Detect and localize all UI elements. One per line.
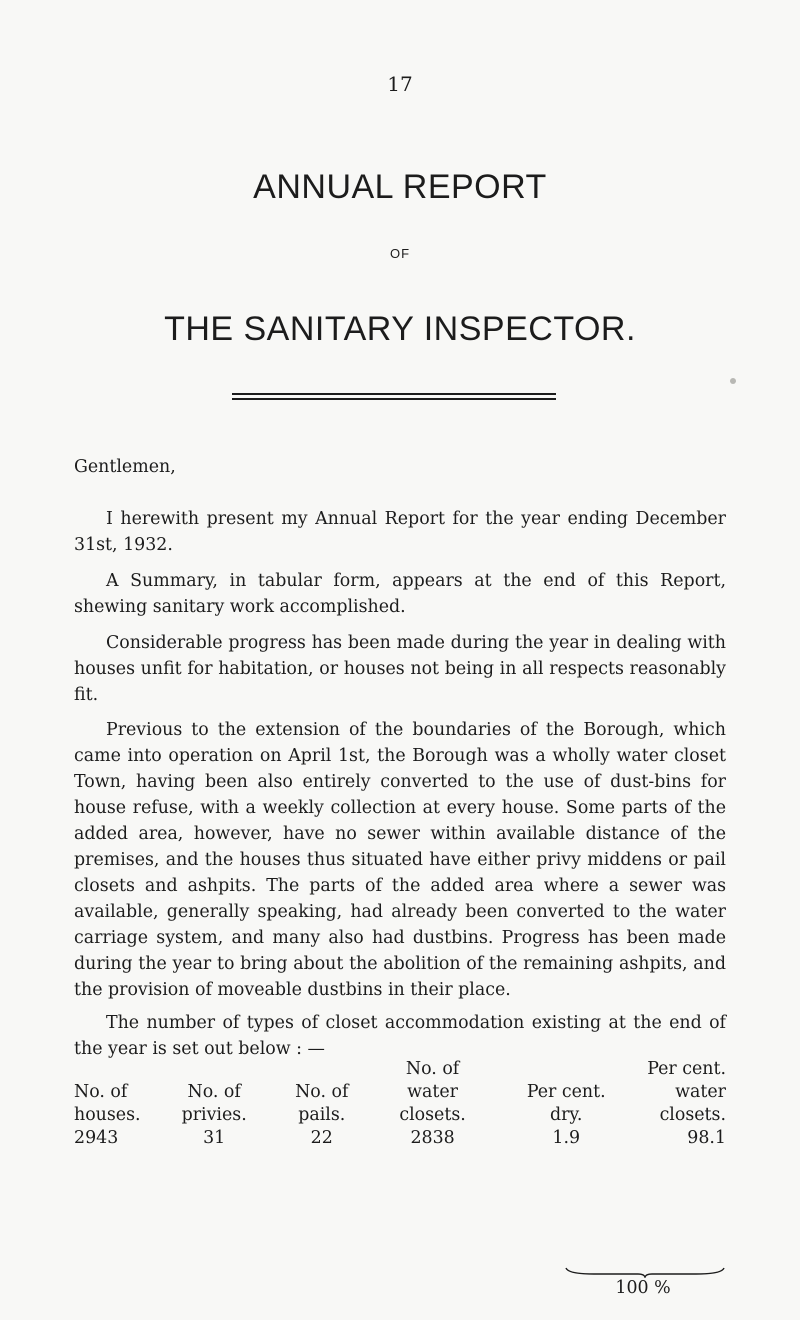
houses-count: 2943: [74, 1128, 119, 1148]
report-title: ANNUAL REPORT: [253, 168, 547, 206]
table-header-cell: No. of: [405, 1059, 460, 1079]
table-header-row-3: [74, 1104, 726, 1127]
table-header-cell: No. of: [295, 1082, 349, 1102]
table-row: [74, 1127, 726, 1150]
closet-accommodation-table: [74, 1058, 726, 1150]
table-header-cell: dry.: [549, 1105, 583, 1125]
paragraph-progress: Considerable progress has been made during the year in dealing with houses unfit for habitation, or houses not being in all respects reasonably fit.: [74, 633, 726, 705]
table-header-cell: pails.: [298, 1105, 346, 1125]
page-number: 17: [387, 72, 413, 96]
percent-total: 100 %: [615, 1278, 671, 1298]
report-subtitle: THE SANITARY INSPECTOR.: [164, 310, 636, 348]
total-brace: [564, 1266, 726, 1278]
table-header-row-2: [74, 1081, 726, 1104]
table-header-cell: No. of: [74, 1082, 128, 1102]
paragraph-extension: Previous to the extension of the boundaries of the Borough, which came into operation on April 1st, the Borough was a wholly water closet Town, having been also entirely converted to the use of dust-bins for house refuse, with a weekly collection at every house. Some parts of the added area, however, have no sewer within available distance of the premises, and the houses thus situated have either privy middens or pail closets and ashpits. The parts of the added area where a sewer was available, generally speaking, had already been converted to the water carriage system, and many also had dustbins. Progress has been made during the year to bring about the abolition of the remaining ashpits, and the provision of moveable dustbins in their place.: [74, 720, 726, 1000]
privies-count: 31: [203, 1128, 226, 1148]
table-header-cell: privies.: [181, 1105, 247, 1125]
salutation: Gentlemen,: [74, 457, 176, 477]
table-header-cell: Per cent.: [647, 1059, 726, 1079]
paragraph-intro: I herewith present my Annual Report for the year ending December 31st, 1932.: [74, 509, 726, 555]
table-header-cell: Per cent.: [526, 1082, 606, 1102]
percent-water-closets: 98.1: [687, 1128, 726, 1148]
table-header-cell: [152, 1058, 276, 1081]
table-header-cell: water: [407, 1082, 458, 1102]
stray-mark: [730, 378, 736, 384]
percent-dry: 1.9: [552, 1128, 581, 1148]
table-header-cell: [276, 1058, 367, 1081]
pails-count: 22: [310, 1128, 333, 1148]
table-header-cell: No. of: [187, 1082, 241, 1102]
table-header-cell: houses.: [74, 1105, 141, 1125]
paragraph-summary: A Summary, in tabular form, appears at the end of this Report, shewing sanitary work accomplished.: [74, 571, 726, 617]
table-header-cell: closets.: [659, 1105, 726, 1125]
double-rule-bottom: [232, 398, 556, 400]
water-closets-count: 2838: [410, 1128, 455, 1148]
paragraph-closets: The number of types of closet accommodation existing at the end of the year is set out below : —: [74, 1013, 726, 1059]
table-header-cell: [74, 1058, 152, 1081]
table-header-cell: [498, 1058, 635, 1081]
title-connector: OF: [389, 246, 411, 261]
table-header-row-1: [74, 1058, 726, 1081]
double-rule-top: [232, 393, 556, 395]
table-header-cell: closets.: [399, 1105, 466, 1125]
table-header-cell: water: [675, 1082, 726, 1102]
